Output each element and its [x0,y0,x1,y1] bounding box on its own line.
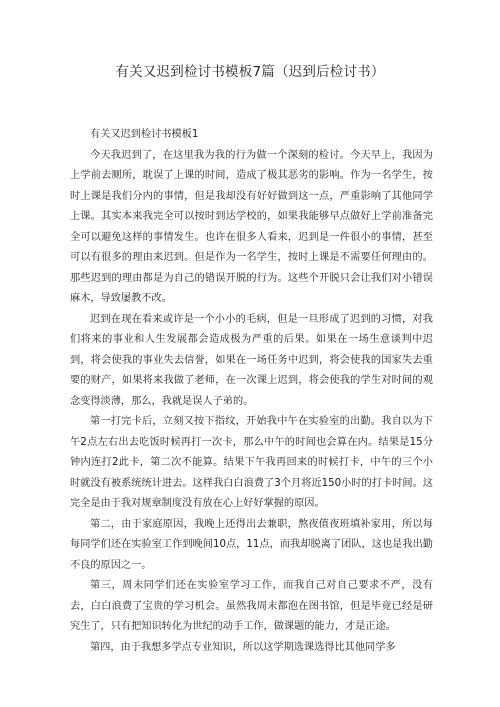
paragraph-5: 第三，周末同学们还在实验室学习工作，而我自己对自己要求不严，没有去，白白浪费了宝贵的学习机会。虽然我周末都泡在图书馆，但是毕竟已经是研究生了，只有把知识转化为世纪的动手工作，做课题的能力，才是正途。 [70,580,433,632]
paragraph-4: 第二，由于家庭原因，我晚上还得出去兼职，熬夜值夜班填补家用，所以每每同学们还在实验室工作到晚间10点，11点，而我却脱离了团队，这也是我出勤不良的原因之一。 [70,518,433,571]
document-body [70,125,433,658]
paragraph-1: 今天我迟到了，在这里我为我的行为做一个深刻的检讨。今天早上，我因为上学前去厕所，耽误了上课的时间，造成了极其恶劣的影响。作为一名学生，按时上课是我们分内的事情，但是我却没有好好做到这一点，严重影响了其他同学上课。其实本来我完全可以按时到达学校的，如果我能够早点做好上学前准备完全可以避免这样的事情发生。也许在很多人看来，迟到是一件很小的事情，甚至可以有很多的理由来迟到。但是作为一名学生，按时上课是不需要任何理由的。那些迟到的理由都是为自己的错误开脱的行为。这些个开脱只会让我们对小错误麻木，导致屡教不改。 [70,149,433,304]
paragraph-3: 第一打完卡后，立刻又按下指纹，开始我中午在实验室的出勤。我自以为下午2点左右出去吃饭时候再打一次卡，那么中午的时间也会算在内。结果是15分钟内连打2此卡，第二次不能算。结果下午我再回来的时候打卡，中午的三个小时就没有被系统统计进去。这样我白白浪费了3个月将近150小时的打卡时间。这完全是由于我对规章制度没有放在心上好好掌握的原因。 [70,416,433,509]
section-heading: 有关又迟到检讨书模板1 [90,129,199,140]
document-title: 有关又迟到检讨书模板7篇（迟到后检讨书） [115,64,385,80]
paragraph-2: 迟到在现在看来或许是一个小小的毛病，但是一旦形成了迟到的习惯，对我们将来的事业和人生发展都会造成极为严重的后果。如果在一场生意谈判中迟到，将会使我的事业失去信誉，如果在一场任务中迟到，将会使我的国家失去重要的财产，如果将来我做了老师，在一次课上迟到，将会使我的学生对时间的观念变得淡薄，那么，我就是误人子弟的。 [70,313,433,407]
paragraph-6: 第四，由于我想多学点专业知识，所以这学期选课选得比其他同学多 [90,641,396,653]
